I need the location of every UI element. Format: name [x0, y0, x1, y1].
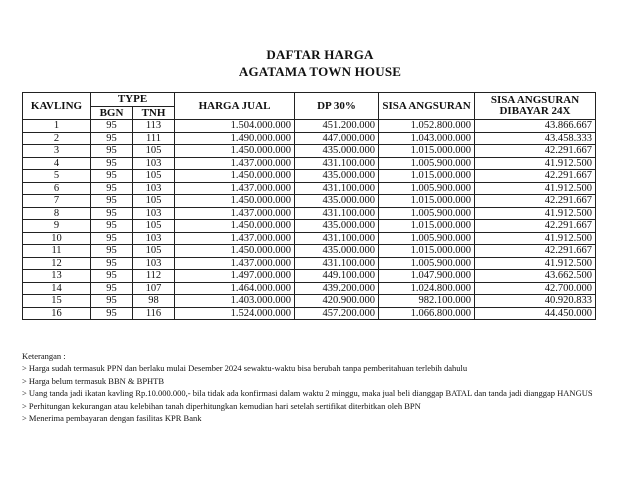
bgn-cell: 95 [91, 270, 133, 283]
dp-cell: 447.000.000 [295, 132, 379, 145]
table-row [23, 282, 596, 295]
sisa-angsuran-cell: 1.024.800.000 [379, 282, 475, 295]
sisa-angsuran-cell: 1.052.800.000 [379, 120, 475, 133]
table-row [23, 270, 596, 283]
table-row [23, 182, 596, 195]
header-sisa-angsuran-24x [475, 93, 596, 120]
note-item: > Uang tanda jadi ikatan kavling Rp.10.000.000,- bila tidak ada konfirmasi dalam waktu 2 minggu, maka jual beli dianggap BATAL dan tanda jadi dianggap HANGUS [22, 388, 593, 399]
tnh-cell: 105 [133, 195, 175, 208]
angsuran-24x-cell: 40.920.833 [475, 295, 596, 308]
table-row [23, 195, 596, 208]
bgn-cell: 95 [91, 282, 133, 295]
bgn-cell: 95 [91, 232, 133, 245]
harga-jual-cell: 1.450.000.000 [175, 195, 295, 208]
header-tnh: TNH [133, 107, 175, 120]
header-sisa-angsuran: SISA ANGSURAN [379, 93, 475, 120]
bgn-cell: 95 [91, 132, 133, 145]
sisa-angsuran-cell: 1.005.900.000 [379, 257, 475, 270]
angsuran-24x-cell: 42.291.667 [475, 220, 596, 233]
dp-cell: 431.100.000 [295, 207, 379, 220]
sisa-angsuran-cell: 1.005.900.000 [379, 182, 475, 195]
harga-jual-cell: 1.490.000.000 [175, 132, 295, 145]
angsuran-24x-cell: 43.458.333 [475, 132, 596, 145]
harga-jual-cell: 1.464.000.000 [175, 282, 295, 295]
bgn-cell: 95 [91, 257, 133, 270]
angsuran-24x-cell: 42.291.667 [475, 195, 596, 208]
harga-jual-cell: 1.450.000.000 [175, 145, 295, 158]
note-item: > Harga belum termasuk BBN & BPHTB [22, 375, 165, 386]
tnh-cell: 111 [133, 132, 175, 145]
bgn-cell: 95 [91, 307, 133, 320]
tnh-cell: 107 [133, 282, 175, 295]
note-item: > Harga sudah termasuk PPN dan berlaku mulai Desember 2024 sewaktu-waktu bisa berubah tanpa pemberitahuan terlebih dahulu [22, 363, 468, 374]
notes-section [22, 350, 622, 424]
tnh-cell: 103 [133, 257, 175, 270]
bgn-cell: 95 [91, 245, 133, 258]
harga-jual-cell: 1.450.000.000 [175, 245, 295, 258]
kavling-cell: 13 [23, 270, 91, 283]
bgn-cell: 95 [91, 295, 133, 308]
tnh-cell: 105 [133, 170, 175, 183]
kavling-cell: 14 [23, 282, 91, 295]
dp-cell: 435.000.000 [295, 195, 379, 208]
header-sisa-24x-line1: SISA ANGSURAN [490, 94, 580, 106]
table-row [23, 257, 596, 270]
angsuran-24x-cell: 41.912.500 [475, 182, 596, 195]
kavling-cell: 4 [23, 157, 91, 170]
sisa-angsuran-cell: 1.015.000.000 [379, 245, 475, 258]
dp-cell: 431.100.000 [295, 157, 379, 170]
note-item: > Perhitungan kekurangan atau kelebihan tanah diperhitungkan kemudian hari setelah sertifikat diterbitkan oleh BPN [22, 400, 421, 411]
table-row [23, 295, 596, 308]
harga-jual-cell: 1.437.000.000 [175, 232, 295, 245]
dp-cell: 451.200.000 [295, 120, 379, 133]
dp-cell: 431.100.000 [295, 232, 379, 245]
tnh-cell: 116 [133, 307, 175, 320]
table-row [23, 157, 596, 170]
harga-jual-cell: 1.450.000.000 [175, 170, 295, 183]
bgn-cell: 95 [91, 182, 133, 195]
sisa-angsuran-cell: 1.066.800.000 [379, 307, 475, 320]
sisa-angsuran-cell: 1.015.000.000 [379, 170, 475, 183]
bgn-cell: 95 [91, 157, 133, 170]
tnh-cell: 103 [133, 232, 175, 245]
harga-jual-cell: 1.437.000.000 [175, 207, 295, 220]
tnh-cell: 103 [133, 157, 175, 170]
header-kavling: KAVLING [23, 93, 91, 120]
tnh-cell: 105 [133, 245, 175, 258]
harga-jual-cell: 1.403.000.000 [175, 295, 295, 308]
table-row [23, 307, 596, 320]
sisa-angsuran-cell: 1.005.900.000 [379, 157, 475, 170]
sisa-angsuran-cell: 1.043.000.000 [379, 132, 475, 145]
angsuran-24x-cell: 43.866.667 [475, 120, 596, 133]
kavling-cell: 10 [23, 232, 91, 245]
header-harga-jual: HARGA JUAL [175, 93, 295, 120]
kavling-cell: 12 [23, 257, 91, 270]
angsuran-24x-cell: 42.291.667 [475, 170, 596, 183]
tnh-cell: 98 [133, 295, 175, 308]
notes-heading: Keterangan : [22, 351, 66, 361]
table-row [23, 120, 596, 133]
header-bgn: BGN [91, 107, 133, 120]
dp-cell: 449.100.000 [295, 270, 379, 283]
harga-jual-cell: 1.437.000.000 [175, 182, 295, 195]
sisa-angsuran-cell: 1.047.900.000 [379, 270, 475, 283]
header-type: TYPE [91, 93, 175, 107]
kavling-cell: 9 [23, 220, 91, 233]
angsuran-24x-cell: 42.291.667 [475, 145, 596, 158]
dp-cell: 435.000.000 [295, 170, 379, 183]
kavling-cell: 5 [23, 170, 91, 183]
dp-cell: 431.100.000 [295, 182, 379, 195]
harga-jual-cell: 1.437.000.000 [175, 157, 295, 170]
sisa-angsuran-cell: 1.005.900.000 [379, 232, 475, 245]
angsuran-24x-cell: 41.912.500 [475, 207, 596, 220]
harga-jual-cell: 1.524.000.000 [175, 307, 295, 320]
tnh-cell: 105 [133, 145, 175, 158]
table-row [23, 220, 596, 233]
document-title: DAFTAR HARGA [266, 47, 374, 62]
harga-jual-cell: 1.497.000.000 [175, 270, 295, 283]
header-dp: DP 30% [295, 93, 379, 120]
angsuran-24x-cell: 41.912.500 [475, 232, 596, 245]
table-row [23, 145, 596, 158]
kavling-cell: 16 [23, 307, 91, 320]
tnh-cell: 112 [133, 270, 175, 283]
dp-cell: 457.200.000 [295, 307, 379, 320]
harga-jual-cell: 1.437.000.000 [175, 257, 295, 270]
angsuran-24x-cell: 43.662.500 [475, 270, 596, 283]
dp-cell: 420.900.000 [295, 295, 379, 308]
bgn-cell: 95 [91, 145, 133, 158]
header-sisa-24x-line2: DIBAYAR 24X [499, 105, 571, 117]
table-row [23, 207, 596, 220]
bgn-cell: 95 [91, 220, 133, 233]
bgn-cell: 95 [91, 207, 133, 220]
tnh-cell: 113 [133, 120, 175, 133]
tnh-cell: 103 [133, 207, 175, 220]
sisa-angsuran-cell: 1.015.000.000 [379, 145, 475, 158]
dp-cell: 435.000.000 [295, 245, 379, 258]
kavling-cell: 11 [23, 245, 91, 258]
document-subtitle: AGATAMA TOWN HOUSE [238, 64, 402, 79]
sisa-angsuran-cell: 1.015.000.000 [379, 220, 475, 233]
bgn-cell: 95 [91, 120, 133, 133]
note-item: > Menerima pembayaran dengan fasilitas KPR Bank [22, 413, 202, 424]
angsuran-24x-cell: 42.291.667 [475, 245, 596, 258]
sisa-angsuran-cell: 1.015.000.000 [379, 195, 475, 208]
tnh-cell: 103 [133, 182, 175, 195]
kavling-cell: 1 [23, 120, 91, 133]
price-table [22, 92, 596, 320]
kavling-cell: 6 [23, 182, 91, 195]
table-row [23, 170, 596, 183]
table-row [23, 132, 596, 145]
angsuran-24x-cell: 41.912.500 [475, 157, 596, 170]
sisa-angsuran-cell: 1.005.900.000 [379, 207, 475, 220]
table-row [23, 232, 596, 245]
dp-cell: 435.000.000 [295, 220, 379, 233]
dp-cell: 431.100.000 [295, 257, 379, 270]
dp-cell: 439.200.000 [295, 282, 379, 295]
bgn-cell: 95 [91, 170, 133, 183]
tnh-cell: 105 [133, 220, 175, 233]
kavling-cell: 2 [23, 132, 91, 145]
table-row [23, 245, 596, 258]
harga-jual-cell: 1.450.000.000 [175, 220, 295, 233]
angsuran-24x-cell: 42.700.000 [475, 282, 596, 295]
bgn-cell: 95 [91, 195, 133, 208]
kavling-cell: 8 [23, 207, 91, 220]
kavling-cell: 15 [23, 295, 91, 308]
sisa-angsuran-cell: 982.100.000 [379, 295, 475, 308]
angsuran-24x-cell: 44.450.000 [475, 307, 596, 320]
harga-jual-cell: 1.504.000.000 [175, 120, 295, 133]
angsuran-24x-cell: 41.912.500 [475, 257, 596, 270]
dp-cell: 435.000.000 [295, 145, 379, 158]
kavling-cell: 7 [23, 195, 91, 208]
kavling-cell: 3 [23, 145, 91, 158]
